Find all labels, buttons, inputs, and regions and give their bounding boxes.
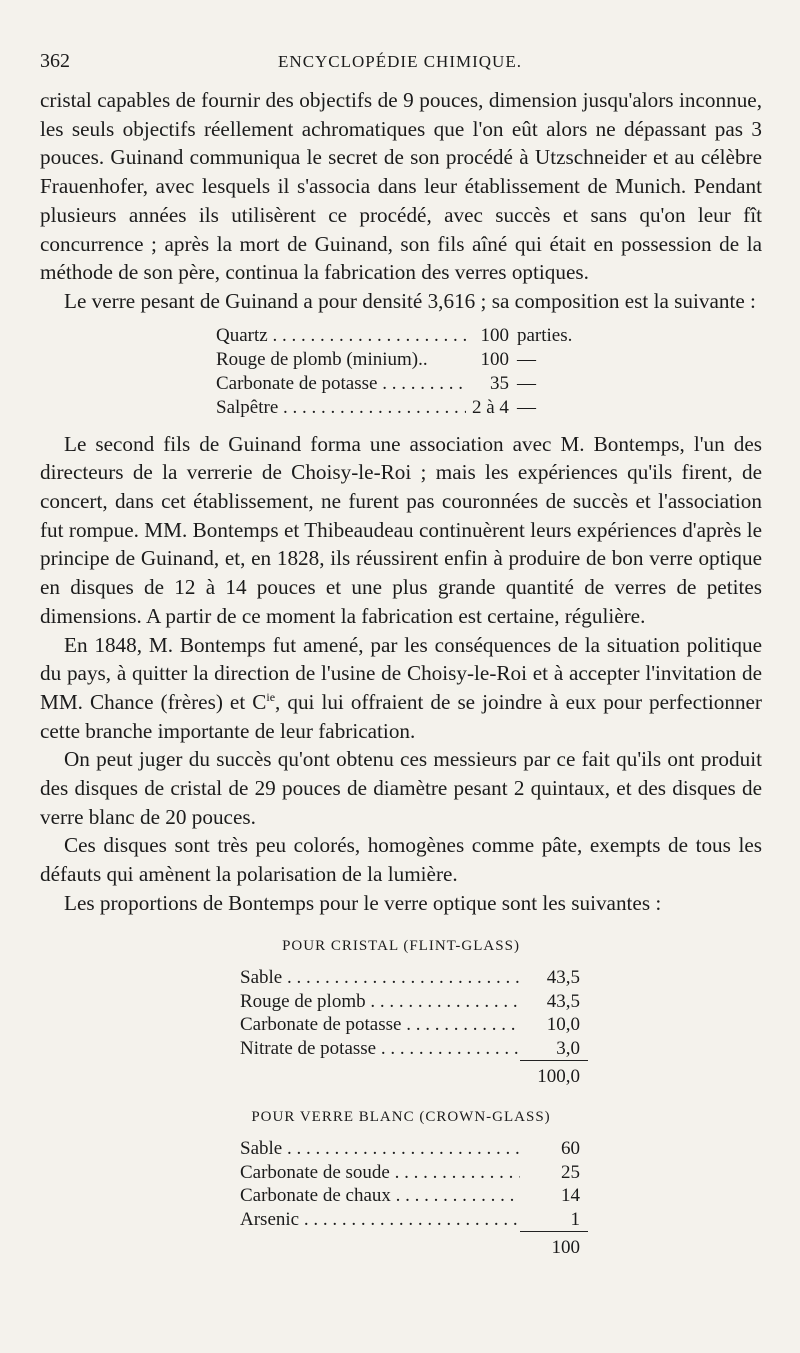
dot-leader	[278, 397, 466, 418]
ingredient-qty: 100	[480, 324, 509, 346]
dot-leader	[401, 1014, 520, 1035]
ingredient-name: Nitrate de potasse	[240, 1038, 377, 1060]
flint-glass-heading: POUR CRISTAL (FLINT-GLASS)	[282, 937, 520, 954]
page-header	[40, 50, 760, 80]
dot-leader	[366, 991, 520, 1012]
table-row	[240, 966, 588, 990]
ingredient-value: 43,5	[546, 990, 580, 1012]
paragraph-text: En 1848, M. Bontemps fut amené, par les conséquences de la situation politique du pays, à quitter la direction de l'usine de Choisy-le-Roi et à accepter l'invitation de MM. Chance (frères) et C	[40, 632, 762, 714]
ingredient-name: Rouge de plomb (minium)..	[216, 348, 428, 370]
superscript: ie	[266, 689, 276, 704]
table-row	[240, 990, 588, 1014]
body-text	[40, 86, 762, 1260]
flint-glass-table	[240, 966, 588, 1089]
paragraph: Ces disques sont très peu colorés, homogènes comme pâte, exempts de tous les défauts qui amènent la polarisation de la lumière.	[40, 833, 762, 887]
table-row	[216, 396, 572, 420]
table-row	[216, 324, 572, 348]
table-row	[240, 1137, 588, 1161]
ingredient-value: 3,0	[556, 1037, 580, 1059]
ingredient-unit: —	[516, 372, 536, 394]
paragraph-text: , qui lui offraient de se joindre à eux pour perfectionner cette branche importante de leur fabrication.	[40, 689, 762, 743]
dot-leader	[376, 1038, 520, 1059]
ingredient-name: Quartz	[216, 324, 268, 346]
total-value: 100	[520, 1232, 588, 1260]
ingredient-value: 1	[570, 1208, 580, 1230]
total-row	[240, 1061, 588, 1089]
table-row	[216, 372, 572, 396]
dot-leader	[299, 1209, 520, 1230]
ingredient-qty: 35	[489, 372, 509, 394]
total-row	[240, 1232, 588, 1260]
paragraph: Le verre pesant de Guinand a pour densité 3,616 ; sa composition est la suivante :	[64, 288, 756, 313]
ingredient-name: Arsenic	[240, 1209, 300, 1231]
dot-leader	[390, 1162, 520, 1183]
running-head: ENCYCLOPÉDIE CHIMIQUE.	[278, 52, 522, 71]
ingredient-value: 60	[561, 1138, 580, 1160]
crown-glass-table	[240, 1137, 588, 1260]
ingredient-name: Sable	[240, 1138, 283, 1160]
table-row	[216, 348, 572, 372]
table-row	[240, 1208, 588, 1232]
dot-leader	[377, 373, 466, 394]
ingredient-name: Carbonate de soude	[240, 1161, 390, 1183]
paragraph	[40, 631, 762, 746]
ingredient-name: Carbonate de potasse	[240, 1014, 402, 1036]
ingredient-value: 14	[561, 1185, 580, 1207]
ingredient-value: 43,5	[546, 967, 580, 989]
paragraph: cristal capables de fournir des objectifs de 9 pouces, dimension jusqu'alors inconnue, les seuls objectifs réellement achromatiques que l'on eût alors ne dépassant pas 3 pouces. Guinand communiqua le secret de son procédé à Utzschneider et au célèbre Frauenhofer, avec lesquels il s'associa dans leur établissement de Munich. Pendant plusieurs années ils utilisèrent ce procédé, avec succès et sans qu'on leur fît concurrence ; après la mort de Guinand, son fils aîné qui était en possession de la méthode de son père, continua la fabrication des verres optiques.	[40, 88, 762, 285]
guinand-composition-table	[216, 324, 572, 420]
dot-leader	[282, 1138, 520, 1159]
ingredient-name: Salpêtre	[216, 396, 279, 418]
ingredient-unit: —	[516, 396, 536, 418]
paragraph: Les proportions de Bontemps pour le verre optique sont les suivantes :	[64, 890, 662, 915]
paragraph: Le second fils de Guinand forma une association avec M. Bontemps, l'un des directeurs de la verrerie de Choisy-le-Roi ; mais les expériences qu'ils firent, de concert, dans cet établissement, ne furent pas couronnées de succès et l'association fut rompue. MM. Bontemps et Thibeaudeau continuèrent leurs expériences d'après le principe de Guinand, et, en 1828, ils réussirent enfin à produire de bon verre optique en disques de 12 à 14 pouces et une plus grande quantité de verres de petites dimensions. A partir de ce moment la fabrication est certaine, régulière.	[40, 431, 762, 628]
table-row	[240, 1013, 588, 1037]
paragraph: On peut juger du succès qu'ont obtenu ces messieurs par ce fait qu'ils ont produit des disques de cristal de 29 pouces de diamètre pesant 2 quintaux, et des disques de verre blanc de 20 pouces.	[40, 747, 762, 829]
table-row	[240, 1161, 588, 1185]
dot-leader	[282, 967, 520, 988]
ingredient-name: Rouge de plomb	[240, 990, 366, 1012]
ingredient-value: 25	[561, 1161, 580, 1183]
crown-glass-heading: POUR VERRE BLANC (CROWN-GLASS)	[251, 1108, 551, 1125]
ingredient-qty: 2 à 4	[472, 396, 509, 418]
page-number: 362	[40, 50, 70, 72]
ingredient-name: Carbonate de potasse	[216, 372, 378, 394]
ingredient-name: Sable	[240, 967, 283, 989]
table-row	[240, 1037, 588, 1061]
dot-leader	[268, 325, 466, 346]
dot-leader	[391, 1185, 520, 1206]
ingredient-qty: 100	[480, 348, 509, 370]
ingredient-name: Carbonate de chaux	[240, 1185, 391, 1207]
table-row	[240, 1184, 588, 1208]
ingredient-unit: —	[516, 348, 536, 370]
total-value: 100,0	[520, 1061, 588, 1089]
ingredient-unit: parties.	[516, 324, 573, 346]
ingredient-value: 10,0	[546, 1014, 580, 1036]
